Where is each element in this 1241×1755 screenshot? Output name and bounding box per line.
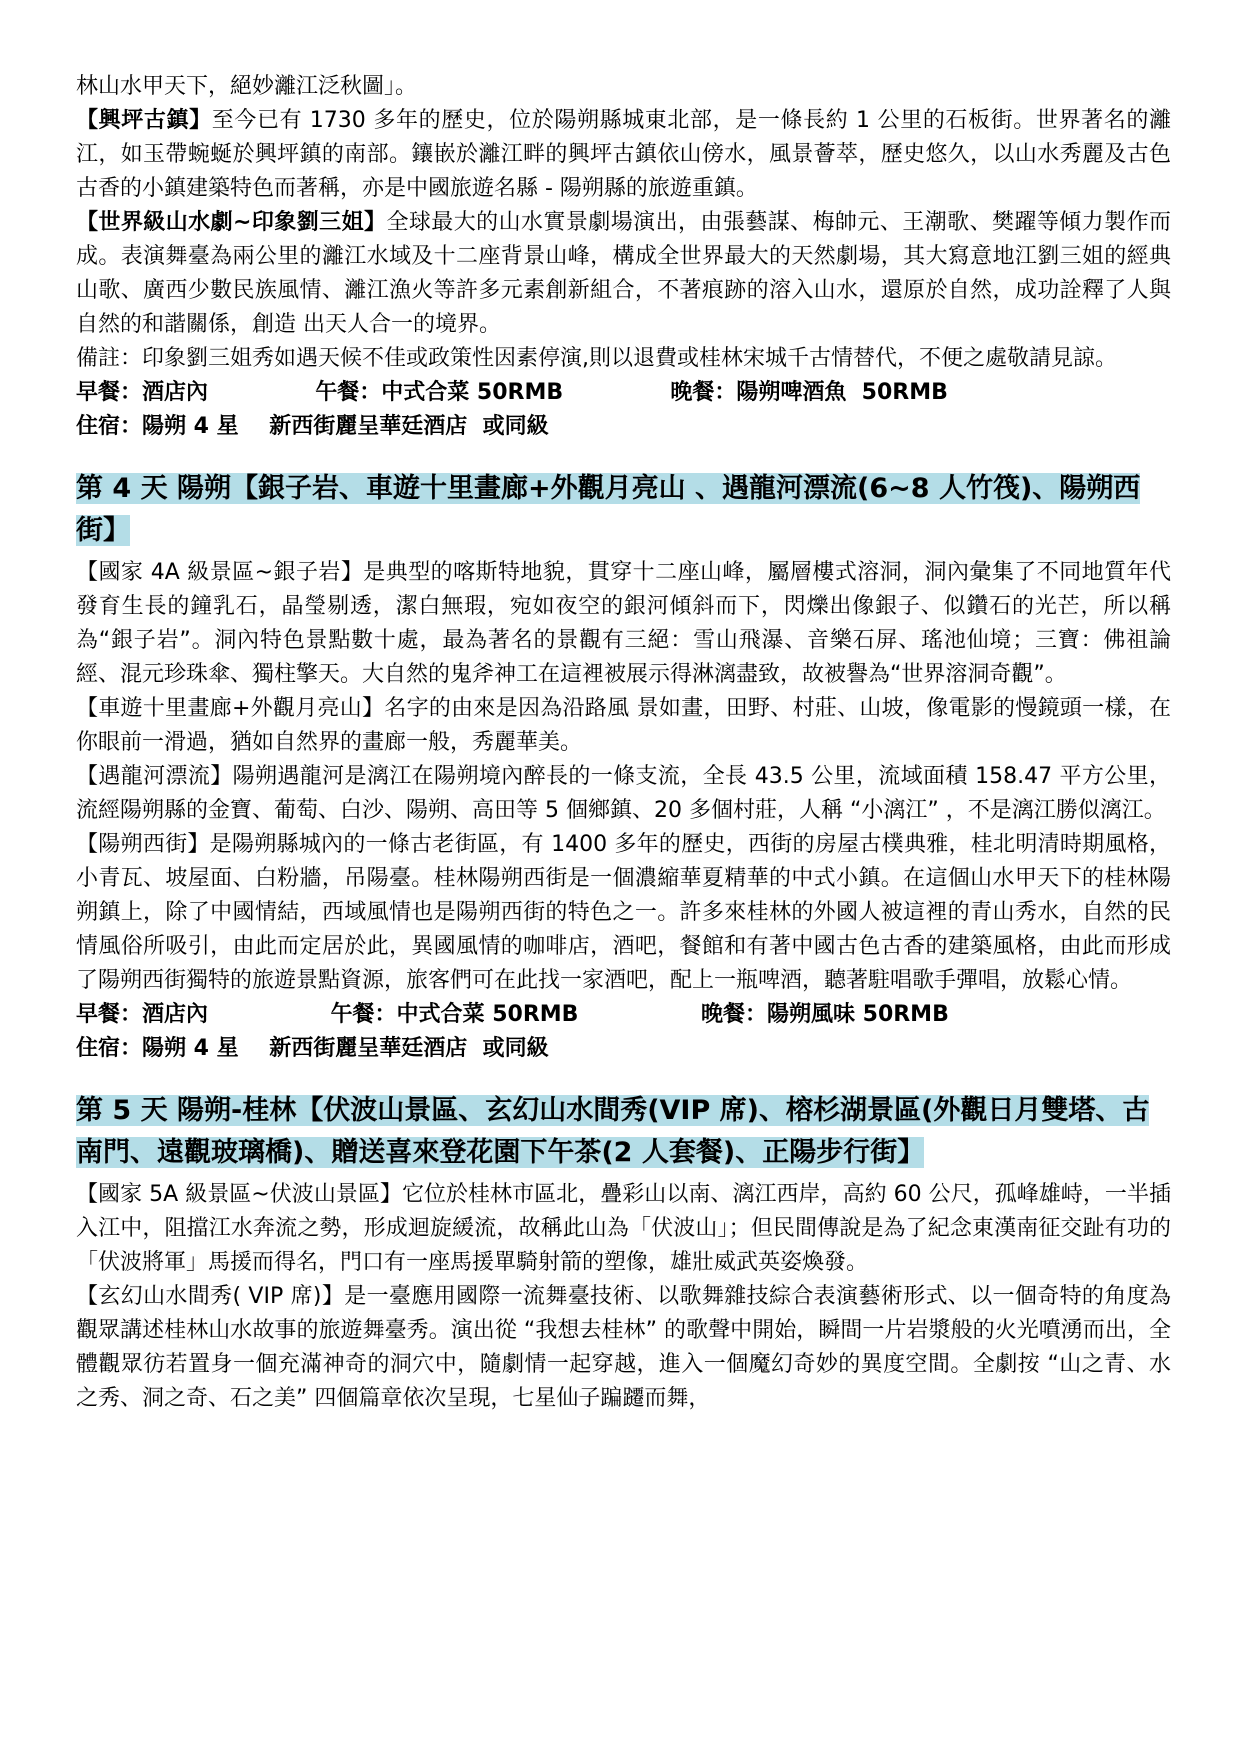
day4-paragraph-3: 【遇龍河漂流】陽朔遇龍河是漓江在陽朔境內醉長的一條支流，全長 43.5 公里，流域面積 158.47 平方公里，流經陽朔縣的金寶、葡萄、白沙、陽朔、高田等 5 個鄉鎮、20 多個村莊，人稱 “小漓江” ，不是漓江勝似漓江。 (76, 764, 1171, 823)
xingping-paragraph (76, 104, 1171, 206)
day4-paragraph-2: 【車遊十里畫廊+外觀月亮山】名字的由來是因為沿路風 景如畫，田野、村莊、山坡，像電影的慢鏡頭一樣，在你眼前一滑過，猶如自然界的畫廊一般，秀麗華美。 (76, 696, 1171, 755)
xingping-text: 至今已有 1730 多年的歷史，位於陽朔縣城東北部，是一條長約 1 公里的石板街。世界著名的灕江，如玉帶蜿蜒於興坪鎮的南部。鑲嵌於灕江畔的興坪古鎮依山傍水，風景薈萃，歷史悠久，以山水秀麗及古色古香的小鎮建築特色而著稱，亦是中國旅遊名縣 - 陽朔縣的旅遊重鎮。 (76, 108, 1171, 201)
day4-paragraph-1: 【國家 4A 級景區~銀子岩】是典型的喀斯特地貌，貫穿十二座山峰，屬層樓式溶洞，洞內彙集了不同地質年代發育生長的鐘乳石，晶瑩剔透，潔白無瑕，宛如夜空的銀河傾斜而下，閃爍出像銀子、似鑽石的光芒，所以稱為“銀子岩”。洞內特色景點數十處，最為著名的景觀有三絕：雪山飛瀑、音樂石屏、瑤池仙境；三寶：佛祖論經、混元珍珠傘、獨柱擎天。大自然的鬼斧神工在這裡被展示得淋漓盡致，故被譽為“世界溶洞奇觀”。 (76, 560, 1171, 687)
day5-paragraph-2: 【玄幻山水間秀( VIP 席)】是一臺應用國際一流舞臺技術、以歌舞雜技綜合表演藝術形式、以一個奇特的角度為觀眾講述桂林山水故事的旅遊舞臺秀。演出從 “我想去桂林” 的歌聲中開始，瞬間一片岩漿般的火光噴湧而出，全體觀眾彷若置身一個充滿神奇的洞穴中，隨劇情一起穿越，進入一個魔幻奇妙的異度空間。全劇按 “山之青、水之秀、洞之奇、石之美” 四個篇章依次呈現，七星仙子蹁躚而舞， (76, 1284, 1171, 1411)
day4-meals-line: 早餐：酒店內 午餐：中式合菜 50RMB 晚餐：陽朔風味 50RMB (76, 1002, 949, 1027)
meals-line: 早餐：酒店內 午餐：中式合菜 50RMB 晚餐：陽朔啤酒魚 50RMB (76, 380, 948, 405)
day4-stay-line: 住宿：陽朔 4 星 新西街麗呈華廷酒店 或同級 (76, 1036, 549, 1061)
day5-heading (76, 1090, 1171, 1174)
show-text: 全球最大的山水實景劇場演出，由張藝謀、梅帥元、王潮歌、樊躍等傾力製作而成。表演舞臺為兩公里的灕江水域及十二座背景山峰，構成全世界最大的天然劇場，其大寫意地江劉三姐的經典山歌、廣西少數民族風情、灕江漁火等許多元素創新組合，不著痕跡的溶入山水，還原於自然，成功詮釋了人與自然的和諧關係，創造 出天人合一的境界。 (76, 210, 1171, 337)
day4-heading (76, 468, 1171, 552)
day5-heading-text: 第 5 天 陽朔-桂林【伏波山景區、玄幻山水間秀(VIP 席)、榕杉湖景區(外觀日月雙塔、古南門、遠觀玻璃橋)、贈送喜來登花園下午茶(2 人套餐)、正陽步行街】 (76, 1095, 1150, 1168)
day4-heading-text: 第 4 天 陽朔【銀子岩、車遊十里畫廊+外觀月亮山 、遇龍河漂流(6~8 人竹筏)、陽朔西街】 (76, 473, 1141, 546)
intro-line: 林山水甲天下，絕妙灕江泛秋圖」。 (76, 74, 418, 99)
note-paragraph: 備註：印象劉三姐秀如遇天候不佳或政策性因素停演,則以退費或桂林宋城千古情替代，不便之處敬請見諒。 (76, 346, 1117, 371)
xingping-title: 【興坪古鎮】 (76, 108, 212, 133)
day4-paragraph-4: 【陽朔西街】是陽朔縣城內的一條古老街區，有 1400 多年的歷史，西街的房屋古樸典雅，桂北明清時期風格，小青瓦、坡屋面、白粉牆，吊陽臺。桂林陽朔西街是一個濃縮華夏精華的中式小鎮。在這個山水甲天下的桂林陽朔鎮上，除了中國情結，西域風情也是陽朔西街的特色之一。許多來桂林的外國人被這裡的青山秀水，自然的民情風俗所吸引，由此而定居於此，異國風情的咖啡店，酒吧，餐館和有著中國古色古香的建築風格，由此而形成了陽朔西街獨特的旅遊景點資源，旅客們可在此找一家酒吧，配上一瓶啤酒，聽著駐唱歌手彈唱，放鬆心情。 (76, 832, 1171, 993)
show-title: 【世界級山水劇~印象劉三姐】 (76, 210, 387, 235)
stay-line: 住宿：陽朔 4 星 新西街麗呈華廷酒店 或同級 (76, 414, 549, 439)
day5-paragraph-1: 【國家 5A 級景區~伏波山景區】它位於桂林市區北，疊彩山以南、漓江西岸，高約 60 公尺，孤峰雄峙，一半插入江中，阻擋江水奔流之勢，形成迴旋緩流，故稱此山為「伏波山」；但民間傳說是為了紀念東漢南征交趾有功的「伏波將軍」馬援而得名，門口有一座馬援單騎射箭的塑像，雄壯威武英姿煥發。 (76, 1182, 1171, 1275)
show-paragraph (76, 206, 1171, 342)
itinerary-page (76, 70, 1171, 1416)
